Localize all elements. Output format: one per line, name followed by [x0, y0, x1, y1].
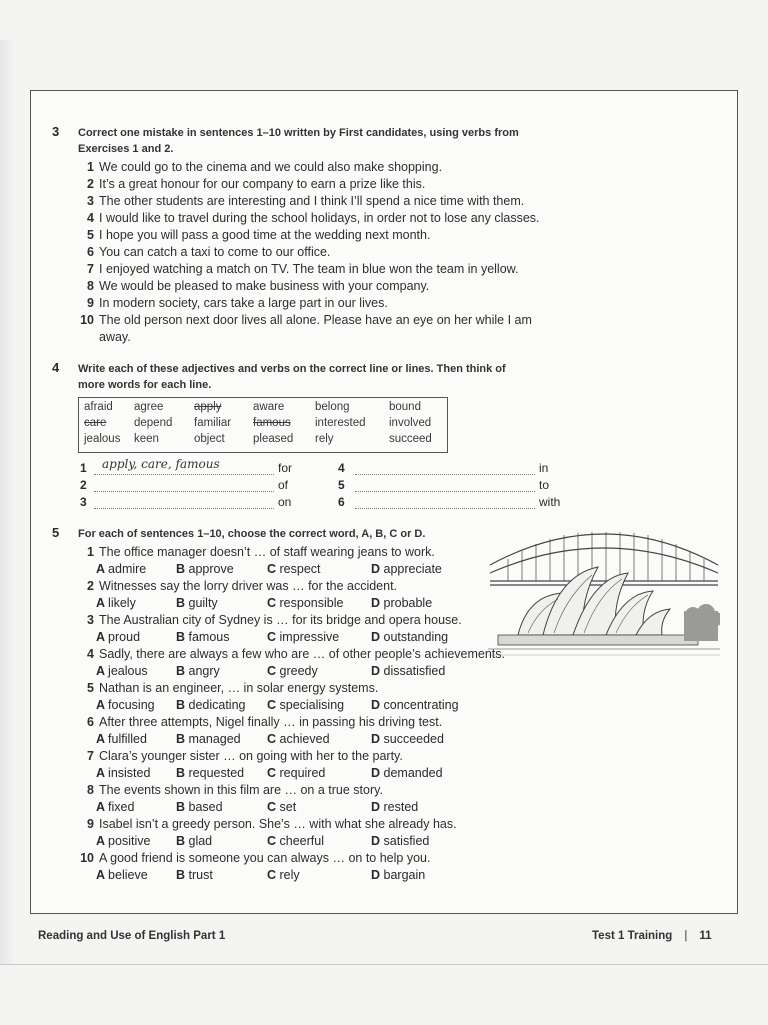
page-number: 11	[699, 930, 712, 942]
ex5-option-a[interactable]: A believe	[96, 868, 148, 882]
ex5-option-a[interactable]: A positive	[96, 834, 151, 848]
ex5-option-c[interactable]: C rely	[267, 868, 300, 882]
ex5-option-b[interactable]: B guilty	[176, 596, 218, 610]
ex5-option-b[interactable]: B trust	[176, 868, 213, 882]
footer-divider: |	[684, 930, 688, 942]
ex5-option-c[interactable]: C cheerful	[267, 834, 324, 848]
ex3-instruction-line1: Correct one mistake in sentences 1–10 written by First candidates, using verbs from	[78, 127, 519, 139]
ex5-option-c[interactable]: C specialising	[267, 698, 345, 712]
ex5-option-c[interactable]: C impressive	[267, 630, 340, 644]
answer-number: 6	[338, 495, 345, 509]
ex5-question-7: 7 Clara’s younger sister … on going with her to the party.	[87, 749, 403, 763]
ex3-item-2: 2 It’s a great honour for our company to earn a prize like this.	[87, 177, 426, 191]
preposition: on	[278, 495, 292, 509]
ex5-option-d[interactable]: D rested	[371, 800, 419, 814]
answer-line-3[interactable]	[94, 498, 274, 509]
ex5-option-a[interactable]: A likely	[96, 596, 136, 610]
ex5-question-5: 5 Nathan is an engineer, … in solar energy systems.	[87, 681, 379, 695]
ex3-item-8: 8 We would be pleased to make business with your company.	[87, 279, 430, 293]
ex3-item-5: 5 I hope you will pass a good time at the wedding next month.	[87, 228, 431, 242]
handwritten-answer: apply, care, famous	[102, 457, 220, 471]
ex4-instruction-line2: more words for each line.	[78, 379, 212, 391]
ex5-option-d[interactable]: D demanded	[371, 766, 443, 780]
ex5-option-b[interactable]: B angry	[176, 664, 220, 678]
answer-number: 2	[80, 478, 87, 492]
answer-number: 5	[338, 478, 345, 492]
ex5-option-d[interactable]: D appreciate	[371, 562, 442, 576]
preposition: in	[539, 461, 549, 475]
word: keen	[134, 433, 159, 445]
ex5-question-10: 10 A good friend is someone you can always … on to help you.	[80, 851, 431, 865]
ex3-item-6: 6 You can catch a taxi to come to our office.	[87, 245, 331, 259]
answer-number: 4	[338, 461, 345, 475]
ex5-option-a[interactable]: A insisted	[96, 766, 151, 780]
sydney-harbour-bridge-opera-house-illustration	[488, 515, 720, 665]
ex4-instruction-line1: Write each of these adjectives and verbs on the correct line or lines. Then think of	[78, 363, 506, 375]
word: belong	[315, 401, 350, 413]
word: afraid	[84, 401, 113, 413]
page-edge-shadow	[0, 40, 14, 970]
ex5-question-3: 3 The Australian city of Sydney is … for its bridge and opera house.	[87, 613, 462, 627]
ex5-option-d[interactable]: D succeeded	[371, 732, 444, 746]
ex4-number: 4	[52, 360, 60, 375]
answer-line-5[interactable]	[355, 481, 535, 492]
scan-bottom-band	[0, 964, 768, 1025]
ex5-option-d[interactable]: D satisfied	[371, 834, 430, 848]
ex5-option-d[interactable]: D outstanding	[371, 630, 449, 644]
ex5-option-c[interactable]: C responsible	[267, 596, 344, 610]
ex5-option-d[interactable]: D concentrating	[371, 698, 459, 712]
ex3-item-10-continuation: away.	[99, 330, 131, 344]
word: succeed	[389, 433, 432, 445]
ex3-item-4: 4 I would like to travel during the school holidays, in order not to lose any classes.	[87, 211, 540, 225]
word-box	[78, 397, 448, 453]
word: bound	[389, 401, 421, 413]
ex5-question-4: 4 Sadly, there are always a few who are … of other people’s achievements.	[87, 647, 506, 661]
ex3-item-9: 9 In modern society, cars take a large part in our lives.	[87, 296, 388, 310]
ex5-question-9: 9 Isabel isn’t a greedy person. She’s … with what she already has.	[87, 817, 457, 831]
ex5-option-c[interactable]: C required	[267, 766, 326, 780]
word: aware	[253, 401, 285, 413]
ex5-option-d[interactable]: D dissatisfied	[371, 664, 446, 678]
word: involved	[389, 417, 432, 429]
ex5-option-c[interactable]: C respect	[267, 562, 321, 576]
ex5-option-b[interactable]: B based	[176, 800, 223, 814]
footer-test-name: Test 1 Training	[592, 930, 673, 942]
ex5-option-b[interactable]: B glad	[176, 834, 213, 848]
word: object	[194, 433, 225, 445]
answer-line-2[interactable]	[94, 481, 274, 492]
preposition: for	[278, 461, 293, 475]
ex3-number: 3	[52, 124, 60, 139]
ex5-option-a[interactable]: A proud	[96, 630, 141, 644]
word: familiar	[194, 417, 232, 429]
ex5-question-2: 2 Witnesses say the lorry driver was … for the accident.	[87, 579, 398, 593]
ex5-option-c[interactable]: C greedy	[267, 664, 318, 678]
ex5-option-b[interactable]: B famous	[176, 630, 230, 644]
ex5-option-d[interactable]: D probable	[371, 596, 433, 610]
footer-section-title: Reading and Use of English Part 1	[38, 930, 226, 942]
answer-line-6[interactable]	[355, 498, 535, 509]
word-crossed-out: apply	[194, 401, 222, 413]
ex5-option-d[interactable]: D bargain	[371, 868, 426, 882]
preposition: to	[539, 478, 550, 492]
ex3-item-7: 7 I enjoyed watching a match on TV. The team in blue won the team in yellow.	[87, 262, 519, 276]
ex3-item-3: 3 The other students are interesting and I think I’ll spend a nice time with them.	[87, 194, 525, 208]
ex5-option-a[interactable]: A fixed	[96, 800, 135, 814]
ex5-option-b[interactable]: B requested	[176, 766, 245, 780]
word: jealous	[84, 433, 121, 445]
ex5-question-6: 6 After three attempts, Nigel finally … in passing his driving test.	[87, 715, 443, 729]
answer-number: 1	[80, 461, 87, 475]
ex3-instruction-line2: Exercises 1 and 2.	[78, 143, 174, 155]
preposition: with	[539, 495, 561, 509]
ex5-option-c[interactable]: C set	[267, 800, 297, 814]
ex5-option-a[interactable]: A focusing	[96, 698, 155, 712]
word-crossed-out: famous	[253, 417, 291, 429]
ex5-option-b[interactable]: B dedicating	[176, 698, 246, 712]
word: pleased	[253, 433, 294, 445]
preposition: of	[278, 478, 289, 492]
ex5-option-a[interactable]: A fulfilled	[96, 732, 147, 746]
ex5-option-a[interactable]: A admire	[96, 562, 147, 576]
footer-test-label	[592, 930, 711, 942]
ex5-number: 5	[52, 525, 60, 540]
ex3-item-1: 1 We could go to the cinema and we could also make shopping.	[87, 160, 443, 174]
word: interested	[315, 417, 366, 429]
ex5-option-b[interactable]: B managed	[176, 732, 241, 746]
word: depend	[134, 417, 173, 429]
ex5-option-b[interactable]: B approve	[176, 562, 234, 576]
ex3-item-10: 10 The old person next door lives all alone. Please have an eye on her while I am	[80, 313, 532, 327]
word: agree	[134, 401, 164, 413]
word-crossed-out: care	[84, 417, 107, 429]
answer-line-4[interactable]	[355, 464, 535, 475]
ex5-instruction: For each of sentences 1–10, choose the correct word, A, B, C or D.	[78, 528, 426, 540]
ex5-question-1: 1 The office manager doesn’t … of staff wearing jeans to work.	[87, 545, 435, 559]
ex5-question-8: 8 The events shown in this film are … on a true story.	[87, 783, 383, 797]
answer-number: 3	[80, 495, 87, 509]
ex5-option-c[interactable]: C achieved	[267, 732, 330, 746]
word: rely	[315, 433, 334, 445]
ex5-option-a[interactable]: A jealous	[96, 664, 148, 678]
